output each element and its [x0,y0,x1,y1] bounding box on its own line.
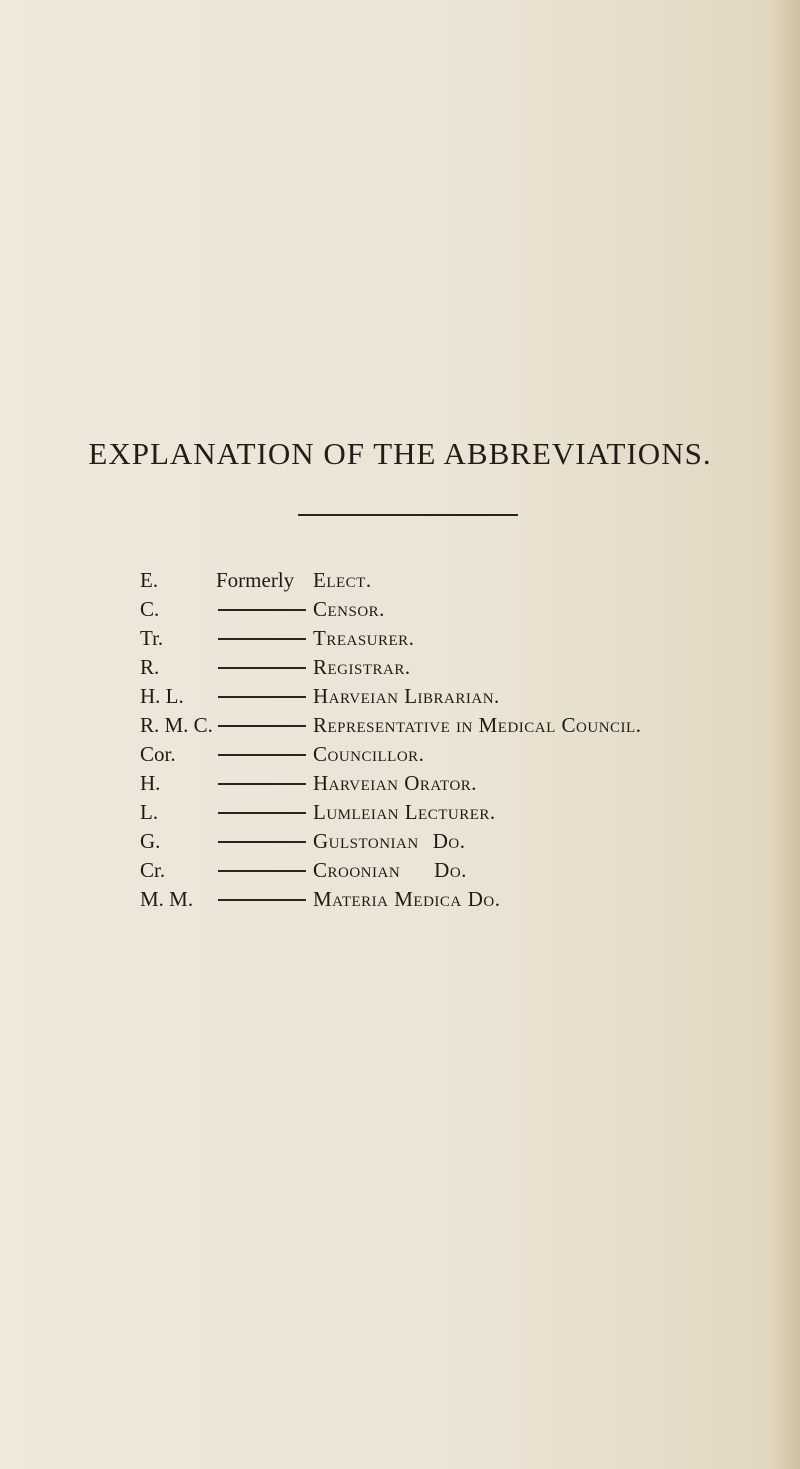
abbreviation-row [0,681,800,711]
abbreviation: L. [140,800,159,824]
abbreviation-row [0,855,800,885]
abbreviation-row [0,739,800,769]
dash-rule [218,725,306,727]
abbreviation-row [0,884,800,914]
ditto-mark: Do. [434,858,467,882]
title-rule [298,514,518,516]
abbreviation: C. [140,597,160,621]
abbreviation: Cr. [140,858,166,882]
abbreviation: Tr. [140,626,164,650]
dash-rule [218,899,306,901]
meaning-text: Gulstonian [313,829,419,853]
dash-rule [218,696,306,698]
abbreviation-meaning: Elect. [313,568,372,592]
abbreviation-row [0,826,800,856]
dash-rule [218,870,306,872]
dash-rule [218,754,306,756]
abbreviation-meaning [313,855,467,885]
abbreviation-meaning: Lumleian Lecturer. [313,800,496,824]
abbreviation: G. [140,829,161,853]
abbreviation: H. [140,771,161,795]
dash-rule [218,841,306,843]
abbreviation-row [0,797,800,827]
abbreviation-row [0,565,800,595]
abbreviation: M. M. [140,887,194,911]
formerly-label: Formerly [216,568,295,592]
meaning-text: Croonian [313,858,401,882]
meaning-text: Materia Medica [313,887,462,911]
abbreviation-row [0,594,800,624]
abbreviation: E. [140,568,159,592]
ditto-mark: Do. [467,887,501,911]
abbreviation-meaning: Representative in Medical Council. [313,713,642,737]
dash-rule [218,783,306,785]
dash-rule [218,812,306,814]
dash-rule [218,609,306,611]
abbreviation-row [0,623,800,653]
abbreviation: Cor. [140,742,176,766]
abbreviation-row [0,652,800,682]
abbreviation-meaning [313,826,465,856]
abbreviation-meaning: Councillor. [313,742,425,766]
dash-rule [218,638,306,640]
dash-rule [218,667,306,669]
abbreviation-meaning: Censor. [313,597,385,621]
abbreviation-meaning: Treasurer. [313,626,415,650]
abbreviation-row [0,710,800,740]
abbreviation-meaning: Registrar. [313,655,411,679]
abbreviation-meaning: Harveian Librarian. [313,684,500,708]
abbreviation: R. [140,655,160,679]
abbreviation-row [0,768,800,798]
abbreviation: R. M. C. [140,713,213,737]
abbreviation-meaning [313,884,501,914]
abbreviation-meaning: Harveian Orator. [313,771,478,795]
abbreviation: H. L. [140,684,184,708]
ditto-mark: Do. [432,829,466,853]
page-title: EXPLANATION OF THE ABBREVIATIONS. [88,436,712,471]
